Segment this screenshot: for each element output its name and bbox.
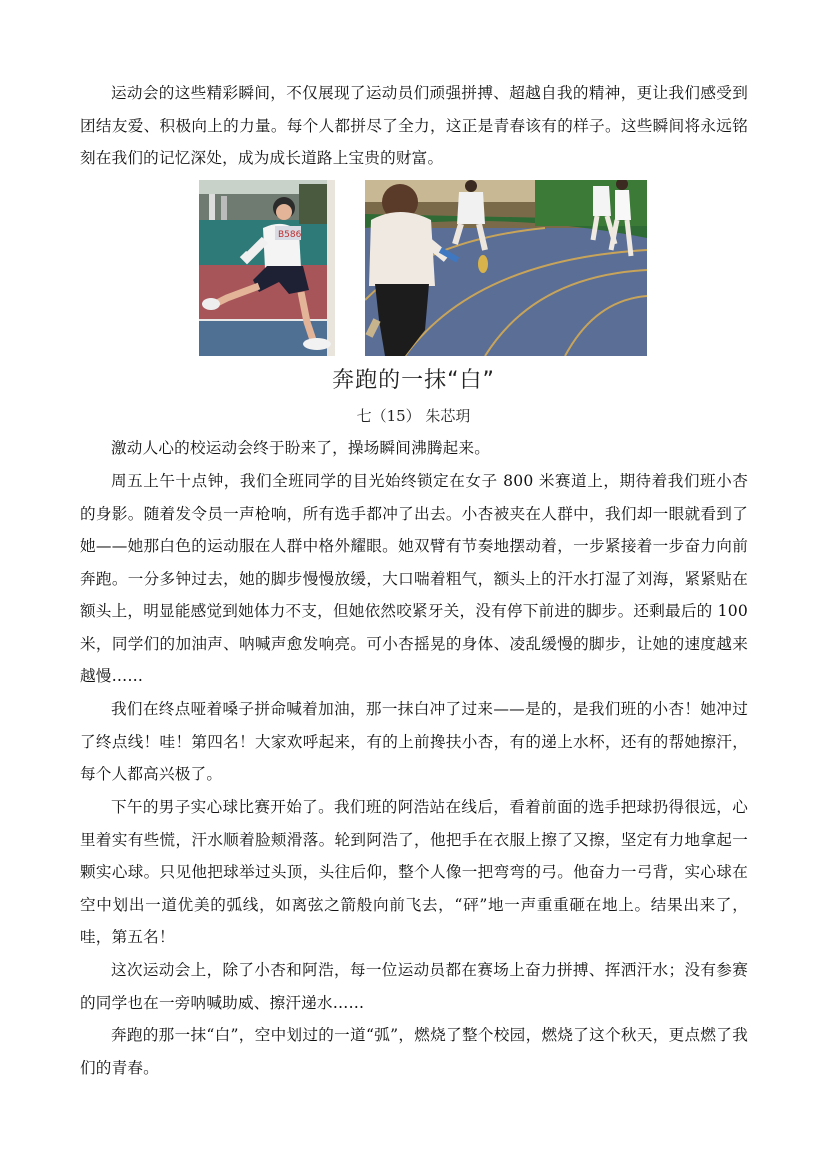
intro-paragraph: 运动会的这些精彩瞬间，不仅展现了运动员们顽强拼搏、超越自我的精神，更让我们感受到团结友爱、积极向上的力量。每个人都拼尽了全力，这正是青春该有的样子。这些瞬间将永远铭刻在我们的记忆深处，成为成长道路上宝贵的财富。 <box>80 84 748 167</box>
photo-boy-running-image <box>199 180 335 356</box>
article-paragraph: 下午的男子实心球比赛开始了。我们班的阿浩站在线后，看着前面的选手把球扔得很远，心里着实有些慌，汗水顺着脸颊滑落。轮到阿浩了，他把手在衣服上擦了又擦，坚定有力地拿起一颗实心球。只见他把球举过头顶，头往后仰，整个人像一把弯弯的弓。他奋力一弓背，实心球在空中划出一道优美的弧线，如离弦之箭般向前飞去，“砰”地一声重重砸在地上。结果出来了，哇，第五名！ <box>80 798 748 946</box>
photo-boy-running <box>199 180 335 356</box>
article-paragraph: 周五上午十点钟，我们全班同学的目光始终锁定在女子 800 米赛道上，期待着我们班小杏的身影。随着发令员一声枪响，所有选手都冲了出去。小杏被夹在人群中，我们却一眼就看到了她——她那白色的运动服在人群中格外耀眼。她双臂有节奏地摆动着，一步紧接着一步奋力向前奔跑。一分多钟过去，她的脚步慢慢放缓，大口喘着粗气，额头上的汗水打湿了刘海，紧紧贴在额头上，明显能感觉到她体力不支，但她依然咬紧牙关，没有停下前进的脚步。还剩最后的 100 米，同学们的加油声、呐喊声愈发响亮。可小杏摇晃的身体、凌乱缓慢的脚步，让她的速度越来越慢…… <box>80 472 748 685</box>
article-paragraph: 我们在终点哑着嗓子拼命喊着加油，那一抹白冲了过来——是的，是我们班的小杏！她冲过了终点线！哇！第四名！大家欢呼起来，有的上前搀扶小杏，有的递上水杯，还有的帮她擦汗，每个人都高兴极了。 <box>80 700 748 783</box>
article-paragraph: 激动人心的校运动会终于盼来了，操场瞬间沸腾起来。 <box>111 439 491 457</box>
article-paragraph: 奔跑的那一抹“白”，空中划过的一道“弧”，燃烧了整个校园，燃烧了这个秋天，更点燃了我们的青春。 <box>80 1026 748 1077</box>
race-bib: B586 <box>278 230 302 240</box>
article-paragraph: 这次运动会上，除了小杏和阿浩，每一位运动员都在赛场上奋力拼搏、挥洒汗水；没有参赛的同学也在一旁呐喊助威、擦汗递水…… <box>80 961 748 1012</box>
photo-relay-runners-image <box>365 180 647 356</box>
article-byline: 七（15） 朱芯玥 <box>356 407 471 425</box>
photo-relay-runners <box>365 180 647 356</box>
article-title: 奔跑的一抹“白” <box>332 368 495 393</box>
